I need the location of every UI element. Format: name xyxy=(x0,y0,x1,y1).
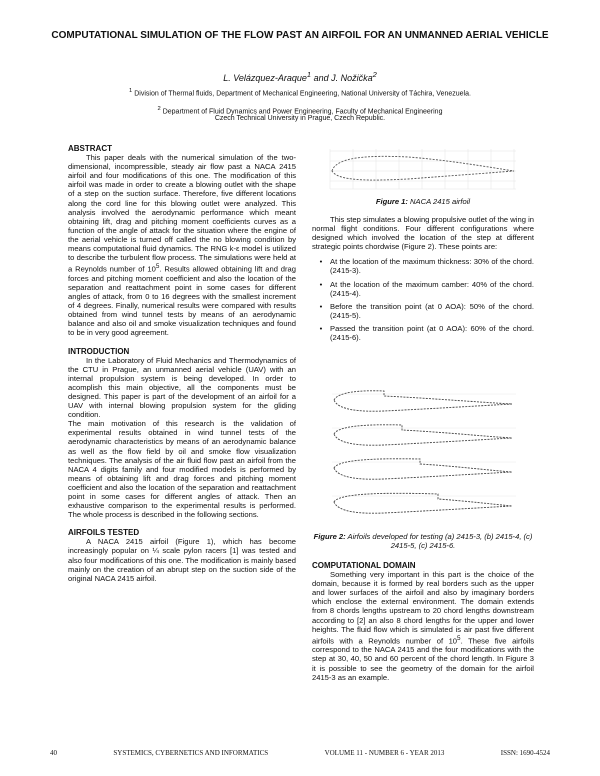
bullet-1 xyxy=(312,257,534,275)
bullet-4-text: Passed the transition point (at 0 AOA): 60% of the chord. (2415-6). xyxy=(330,323,534,343)
affiliation-2-text: Department of Fluid Dynamics and Power Engineering, Faculty of Mechanical Engineering xyxy=(160,108,443,116)
introduction-heading: INTRODUCTION xyxy=(68,346,130,356)
author-1-sup: 1 xyxy=(306,70,312,79)
affiliation-1-sup: 1 xyxy=(129,88,133,94)
bullet-2 xyxy=(312,280,534,298)
author-2-sup: 2 xyxy=(372,70,377,79)
domain-text-2: . These five airfoils correspond to the NACA 2415 and the four modifications with the step at 30, 40, 50 and 60 percent of the chord length. In Figure 3 it is possible to see the geometry of the domain for the airfoil 2415-3 as an example. xyxy=(312,636,535,682)
journal-name: SYSTEMICS, CYBERNETICS AND INFORMATICS xyxy=(113,749,269,757)
bullet-2-mark: • xyxy=(319,279,323,289)
figure-2-label: Figure 2: xyxy=(313,532,346,541)
airfoils-p1: A NACA 2415 airfoil (Figure 1), which has become increasingly popular on ¼ scale pylon racers [1] was tested and also four modifications of this one. The modification is mainly based mainly on the creation of an abrupt step on the suction side of the original NACA 2415 airfoil. xyxy=(68,537,296,583)
domain-text-1: Something very important in this part is the choice of the domain, because it is formed by real borders such as the upper and lower surfaces of the airfoil and also by imaginary borders which enclose the external environment. The domain extends from 8 chords lengths upstream to 20 chord lengths downstream according to [2] an also 8 chord lengths for the upper and lower heights. The fluid flow which is simulated is air past five different airfoils with a Reynolds number of 10 xyxy=(312,570,534,646)
figure-2-text: Airfoils developed for testing (a) 2415-3, (b) 2415-4, (c) 2415-5, (c) 2415-6. xyxy=(345,532,533,550)
paper-title: COMPUTATIONAL SIMULATION OF THE FLOW PAST AN AIRFOIL FOR AN UNMANNED AERIAL VEHICLE xyxy=(51,30,549,41)
author-1: L. Velázquez-Araque xyxy=(223,73,307,83)
bullet-4-mark: • xyxy=(319,323,323,333)
introduction-p1: In the Laboratory of Fluid Mechanics and Thermodynamics of the CTU in Prague, an unmanned aerial vehicle (UAV) with an internal propulsion system is being developed. In order to acomplish this main objective, all the components must be designed. This paper is part of the development of an airfoil for a UAV with internal blowing propulsion system for the gliding condition. xyxy=(68,355,296,420)
figure-1-image xyxy=(318,143,528,195)
domain-sup: 5 xyxy=(457,634,461,642)
author-separator: and xyxy=(311,73,332,83)
bullet-3-mark: • xyxy=(319,301,323,311)
figure-2-caption xyxy=(312,532,534,550)
abstract-sup: 5 xyxy=(155,263,160,271)
page-footer xyxy=(50,749,550,757)
affiliation-3: Czech Technical University in Prague, Czech Republic. xyxy=(214,115,386,122)
author-2: J. Nožička xyxy=(331,73,373,83)
figure-1-text: NACA 2415 airfoil xyxy=(407,197,471,206)
right-column-text xyxy=(312,215,534,342)
affiliation-1-text: Division of Thermal fluids, Department of Mechanical Engineering, National University of Táchira, Venezuela. xyxy=(132,90,471,98)
figure-1-grid xyxy=(330,149,516,189)
airfoil-2415-6 xyxy=(334,493,512,513)
naca-2415-airfoil-outline xyxy=(332,156,514,180)
airfoils-heading: AIRFOILS TESTED xyxy=(68,528,140,538)
abstract-text-2: . Results allowed obtaining lift and drag forces and pitching moment coefficient and also the location of the separation and reattachment point in some cases for different angles of attack, from 0 to 16 degrees with the smallest increment of 4 degrees. Finally, numerical results were compared with results obtained from wind tunnel tests by means of an aerodynamic balance and also oil and smoke visualization techniques and found to be in very good agreement. xyxy=(68,264,296,338)
page-number: 40 xyxy=(50,749,57,757)
left-column xyxy=(68,144,296,583)
bullet-4 xyxy=(312,324,534,342)
authors xyxy=(50,70,550,83)
computational-domain-heading: COMPUTATIONAL DOMAIN xyxy=(312,561,416,570)
bullet-1-text: At the location of the maximum thickness: 30% of the chord. (2415-3). xyxy=(330,257,534,276)
bullet-1-mark: • xyxy=(319,257,323,267)
bullet-2-text: At the location of the maximum camber: 40% of the chord. (2415-4). xyxy=(330,279,534,298)
computational-domain-section xyxy=(312,561,534,682)
affiliation-1 xyxy=(50,87,550,98)
figure-2-image xyxy=(326,380,522,526)
issn: ISSN: 1690-4524 xyxy=(500,749,550,757)
step-paragraph: This step simulates a blowing propulsive outlet of the wing in normal flight conditions. Four different configurations where designed which involved the location of the step at different strategic points chordwise (Figure 2). These points are: xyxy=(312,215,534,252)
bullet-3-text: Before the transition point (at 0 AOA): 50% of the chord. (2415-5). xyxy=(330,301,534,320)
computational-domain-text xyxy=(312,570,534,682)
volume-info: VOLUME 11 - NUMBER 6 - YEAR 2013 xyxy=(324,749,445,757)
abstract-heading: ABSTRACT xyxy=(68,144,112,153)
introduction-p2: The main motivation of this research is the validation of experimental results obtained in wind tunnel tests of the aerodynamic characteristics by means of an aerodynamic balance as well as the flow field by oil and smoke flow visualization techniques. The analysis of the air fluid flow past an airfoil from the NACA 4 digits family and four modified models is performed by means of obtaining lift and drag forces and pitching moment coefficient and also the location of the separation and reattachment point in some cases for different angles of attack. Then an exhaustive comparison to the experimental results is performed. The whole process is described in the following sections. xyxy=(68,419,296,520)
affiliation-2-sup: 2 xyxy=(157,106,161,112)
abstract-text xyxy=(68,153,296,337)
abstract-text-1: This paper deals with the numerical simulation of the two-dimensional, incompressible, steady air flow past a NACA 2415 airfoil and four modifications of this one. The modification of this airfoil was made in order to create a blowing outlet with the shape of a step on the suction surface. Therefore, five different locations along the cord line for this blowing outlet were analyzed. This analysis involved the aerodynamic performance which meant obtaining lift, drag and pitching moment coefficients curves as a function of the angle of attack for the situation where the engine of the aerial vehicle is turned off called the no blowing condition by means computational fluid dynamics. The RNG k-ε model is utilized to describe the turbulent flow process. The simulations were held at a Reynolds number of 10 xyxy=(68,153,296,274)
bullet-3 xyxy=(312,302,534,320)
figure-1-label: Figure 1: xyxy=(375,197,408,206)
figure-1-caption xyxy=(312,197,534,206)
